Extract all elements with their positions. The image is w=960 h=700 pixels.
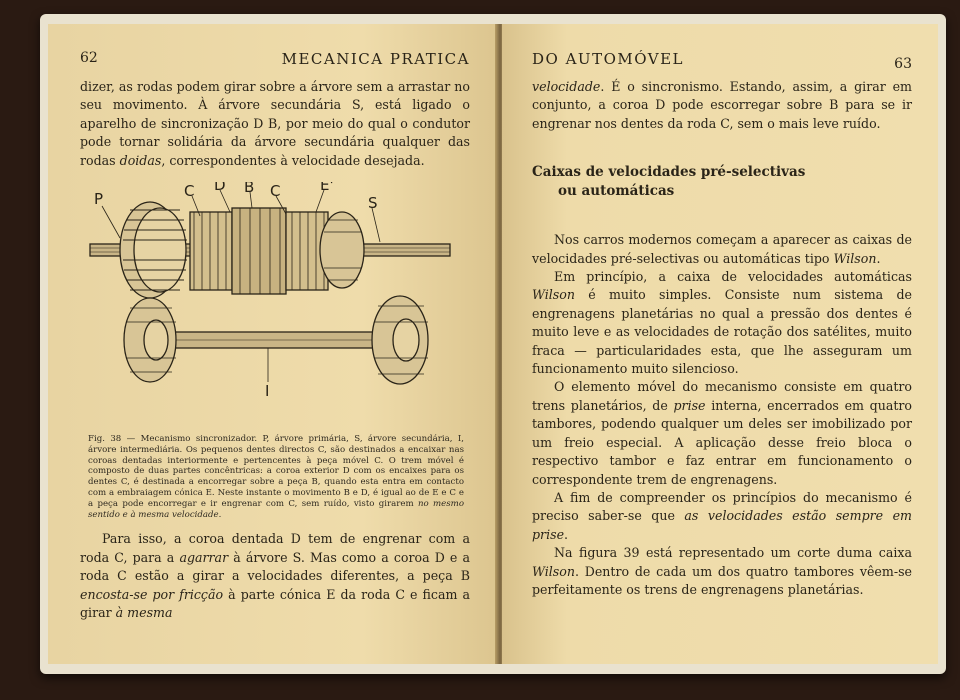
left-top-paragraph [80, 78, 470, 170]
italic-run: agarrar [179, 549, 229, 565]
text-run: . [876, 250, 881, 266]
section-heading [532, 163, 912, 201]
text-run: . Dentro de cada um dos quatro tambores vêem-se perfeitamente os trens de engrenagens planetárias. [532, 563, 912, 597]
italic-run: Wilson [833, 250, 877, 266]
left-page-header [80, 50, 470, 78]
text-run: à árvore S. Mas como a coroa D e a roda C estão a girar a velocidades diferentes, a peça B [80, 549, 470, 584]
figure-label: E' [320, 182, 334, 195]
text-run: é muito simples. Consiste num sistema de engrenagens planetárias no qual a pressão dos dentes é muito leve e as velocidades de rotação dos satélites, muito fraca — particularidades esta, que lhe asseguram um funcionamento muito silencioso. [532, 287, 912, 377]
figure-label: I [265, 382, 270, 401]
text-run: A fim de compreender os princípios do mecanismo é preciso saber-se que [532, 489, 912, 524]
text-run: O elemento móvel do mecanismo consiste em quatro trens planetários, de [532, 379, 912, 413]
book-spread [40, 14, 946, 674]
left-page [48, 24, 498, 664]
figure-caption [88, 434, 464, 520]
text-run: Na figura 39 está representado um corte duma caixa [554, 545, 912, 561]
figure-label: C [184, 182, 195, 201]
text-run: interna, encerrados em quatro tambores, podendo qualquer um deles ser imobilizado por um freio especial. A aplicação desse freio bloca o respectivo tambor e faz entrar em funcionamento o correspondente trem de engrenagens. [532, 397, 912, 487]
caption-text: Fig. 38 — Mecanismo sincronizador. P, árvore primária, S, árvore secundária, I, árvore intermediária. Os pequenos dentes directos C, são destinados a encaixar nas coroas dentadas interiormente e pertencentes à peça móvel C. O trem móvel é composto de duas partes concêntricas: a coroa exterior D com os encaixes para os dentes C, é destinada a encorregar sobre a peça B, quando esta entra em contacto com a embraiagem cónica E. Neste instante o movimento B e D, é igual ao de E e C e a peça pode encorregar e ir engrenar com C, sem ruído, visto girarem [88, 434, 464, 509]
italic-run: encosta-se por fricção [80, 586, 224, 602]
running-head: DO AUTOMÓVEL [532, 50, 685, 68]
right-body-text [532, 78, 912, 133]
italic-run: à mesma [115, 605, 173, 621]
right-section-text [532, 231, 912, 599]
figure-label: C [270, 182, 281, 201]
text-run: , correspondentes à velocidade desejada. [161, 152, 425, 168]
italic-run: Wilson [532, 287, 575, 303]
heading-line: ou automáticas [558, 183, 675, 200]
caption-italic: no mesmo sentido e à mesma velocidade. [88, 498, 464, 520]
italic-run: velocidade [532, 79, 601, 94]
italic-run: doidas [119, 152, 162, 168]
right-page-header [532, 50, 912, 78]
right-page [502, 24, 938, 664]
text-run: Nos carros modernos começam a aparecer as caixas de velocidades pré-selectivas ou automáticas tipo [532, 232, 912, 266]
gear-illustration [80, 182, 470, 432]
page-number: 63 [894, 56, 912, 72]
figure-label: P [94, 190, 104, 209]
synchronizer-mechanism-drawing [80, 182, 470, 432]
text-run: dizer, as rodas podem girar sobre a árvore sem a arrastar no seu movimento. À árvore secundária S, está ligado o aparelho de sincronização D B, por meio do qual o condutor pode tornar solidária da árvore secundária qualquer das rodas [80, 79, 470, 168]
text-run: . [564, 526, 569, 542]
text-run: Para isso, a coroa dentada D tem de engrenar com a roda C, para a [80, 531, 470, 565]
italic-run: prise [673, 397, 706, 413]
text-run: Em princípio, a caixa de velocidades automáticas [554, 269, 912, 285]
running-head: MECANICA PRATICA [281, 50, 470, 68]
text-run: . É o sincronismo. Estando, assim, a girar em conjunto, a coroa D pode escorregar sobre B para se ir engrenar nos dentes da roda C, sem o mais leve ruído. [532, 79, 912, 131]
figure-label: B [244, 182, 255, 197]
figure-label: S [368, 194, 378, 213]
left-bottom-paragraph [80, 530, 470, 622]
text-run: à parte cónica E da roda C e ficam a girar [80, 586, 470, 621]
italic-run: Wilson [532, 563, 575, 579]
heading-line: Caixas de velocidades pré-selectivas [532, 164, 806, 181]
italic-run: as velocidades estão sempre em prise [532, 508, 912, 542]
figure-label: D [214, 182, 226, 195]
page-number: 62 [80, 50, 98, 66]
